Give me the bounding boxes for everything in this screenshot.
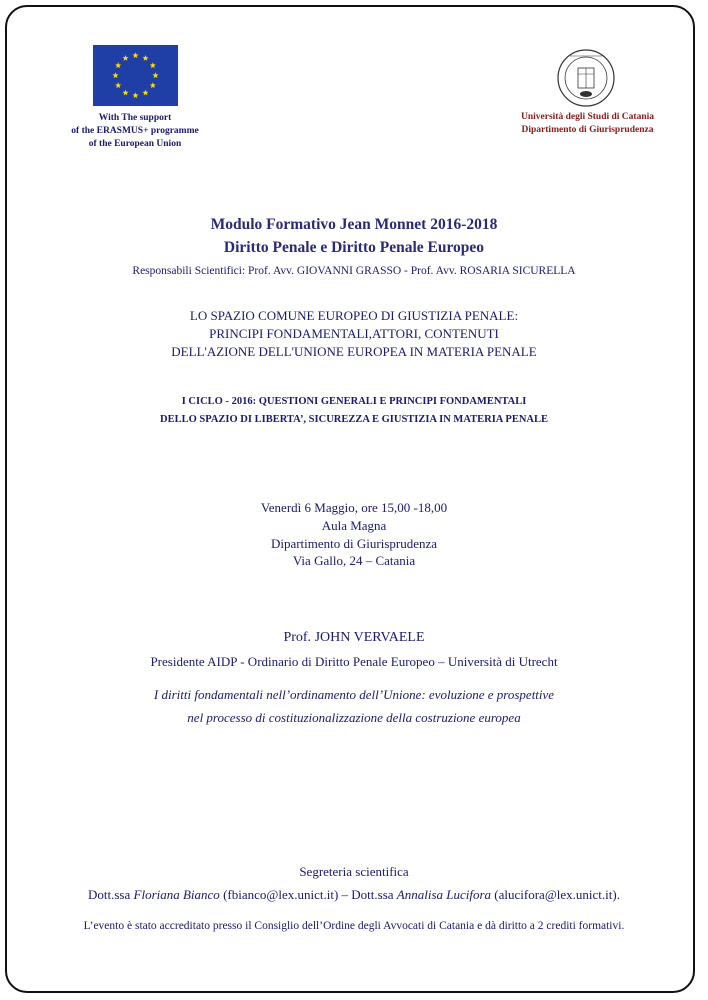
page-border: [5, 5, 695, 993]
talk-title-line: nel processo di costituzionalizzazione della costruzione europea: [187, 710, 521, 725]
theme-line: PRINCIPI FONDAMENTALI,ATTORI, CONTENUTI: [209, 326, 499, 341]
event-department: Dipartimento di Giurisprudenza: [270, 536, 438, 551]
eu-caption-line: of the European Union: [88, 139, 182, 149]
theme-line: DELL'AZIONE DELL'UNIONE EUROPEA IN MATERIA PENALE: [171, 344, 537, 359]
event-room: Aula Magna: [321, 518, 387, 533]
contact-title: Dott.ssa: [88, 887, 134, 902]
speaker-name: [0, 630, 708, 646]
eu-caption-line: of the ERASMUS+ programme: [71, 126, 199, 136]
eu-flag-icon: [93, 45, 178, 106]
eu-caption-line: With The support: [98, 113, 172, 123]
contact-email: (alucifora@lex.unict.it).: [491, 887, 620, 902]
scientific-responsibles: Responsabili Scientifici: Prof. Avv. GIOVANNI GRASSO - Prof. Avv. ROSARIA SICURELLA: [132, 265, 576, 277]
theme-line: LO SPAZIO COMUNE EUROPEO DI GIUSTIZIA PENALE:: [189, 308, 519, 323]
talk-title-line: I diritti fondamentali nell’ordinamento dell’Unione: evoluzione e prospettive: [153, 687, 555, 702]
speaker-role: Presidente AIDP - Ordinario di Diritto Penale Europeo – Università di Utrecht: [150, 654, 558, 669]
university-seal-icon: [556, 48, 616, 108]
secretariat-contacts: [0, 887, 708, 903]
contact-title: Dott.ssa: [351, 887, 397, 902]
cycle-line: I CICLO - 2016: QUESTIONI GENERALI E PRINCIPI FONDAMENTALI: [181, 396, 527, 407]
speaker-prefix: Prof.: [283, 630, 315, 645]
contact-name: Floriana Bianco: [133, 887, 220, 902]
course-subtitle: Diritto Penale e Diritto Penale Europeo: [223, 239, 485, 256]
event-address: Via Gallo, 24 – Catania: [292, 553, 416, 568]
speaker-surname: JOHN VERVAELE: [314, 630, 425, 645]
course-title: Modulo Formativo Jean Monnet 2016-2018: [210, 216, 498, 233]
contact-name: Annalisa Lucifora: [396, 887, 492, 902]
eu-support-caption: [40, 112, 230, 151]
contact-email: (fbianco@lex.unict.it) –: [219, 887, 352, 902]
unict-caption-line: Università degli Studi di Catania: [520, 112, 655, 122]
accreditation-note: L’evento è stato accreditato presso il Consiglio dell’Ordine degli Avvocati di Catania e dà diritto a 2 crediti formativi.: [83, 920, 625, 932]
event-date: Venerdì 6 Maggio, ore 15,00 -18,00: [260, 500, 448, 515]
unict-caption-line: Dipartimento di Giurisprudenza: [521, 125, 654, 135]
cycle-line: DELLO SPAZIO DI LIBERTA’, SICUREZZA E GIUSTIZIA IN MATERIA PENALE: [159, 414, 549, 425]
unict-caption: [480, 111, 695, 137]
secretariat-heading: Segreteria scientifica: [299, 864, 409, 879]
